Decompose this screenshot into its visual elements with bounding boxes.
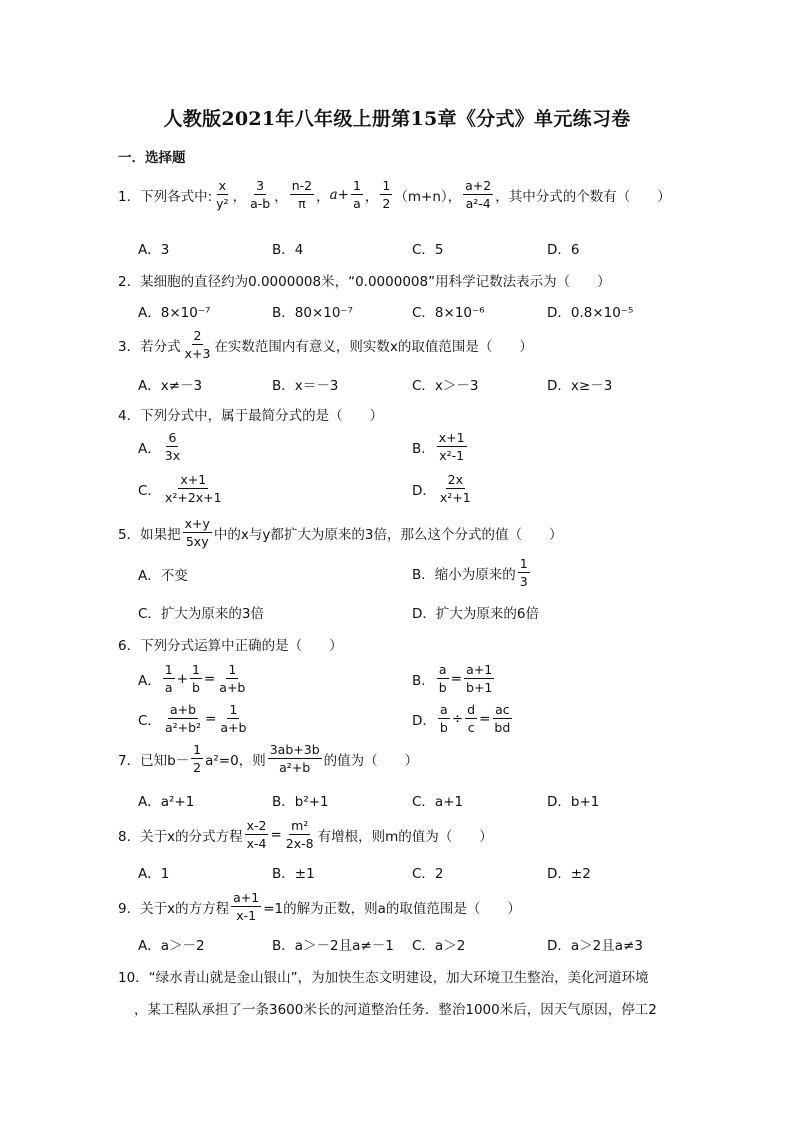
q2-option-d[interactable]: D．0.8×10⁻⁵	[547, 305, 634, 321]
q8-fraction-2: $\frac{\text{m²}}{2x-8}$	[285, 818, 314, 851]
q1-fraction-6: $\frac{a+2}{\text{a²-4}}$	[465, 178, 492, 211]
q1-term: a+	[329, 186, 349, 203]
question-2: 2．某细胞的直径约为0.0000008米，“0.0000008”用科学记数法表示为（ ）	[118, 274, 611, 290]
q5-b-fraction: $\frac{1}{3}$	[519, 556, 528, 589]
q1-number: 1．	[118, 188, 141, 205]
q9-fraction: $\frac{a+1}{x-1}$	[233, 890, 260, 923]
q1-option-a[interactable]: A．3	[138, 242, 170, 258]
q9-prefix: 9．关于x的方方程	[118, 900, 230, 917]
q5-prefix: 5．如果把	[118, 526, 181, 543]
q8-fraction-1: $\frac{x-2}{x-4}$	[246, 818, 267, 851]
q5-suffix: 中的x与y都扩大为原来的3倍，那么这个分式的值（ ）	[213, 526, 563, 543]
q7-suffix: 的值为（ ）	[323, 752, 419, 769]
q6-b-frac-2: $\frac{a+1}{b+1}$	[466, 662, 493, 695]
q6-option-a[interactable]: A． $\frac{1}{a}$ + $\frac{1}{b}$ = $\frac{1}{a+b}$	[138, 662, 246, 695]
q6-a-frac-1: $\frac{1}{a}$	[164, 662, 173, 695]
question-5	[118, 516, 562, 549]
q6-d-frac-3: $\frac{ac}{bd}$	[494, 702, 511, 735]
question-10-line-2: ，某工程队承担了一条3600米长的河道整治任务．整治1000米后，因天气原因，停工2	[134, 1002, 657, 1018]
q7-fraction-2: $\frac{3ab+3b}{\text{a²+b}}$	[269, 742, 320, 775]
q6-b-frac-1: $\frac{a}{b}$	[438, 662, 447, 695]
page-title: 人教版2021年八年级上册第15章《分式》单元练习卷	[163, 108, 631, 130]
q2-option-c[interactable]: C．8×10⁻⁶	[412, 305, 485, 321]
question-8: 8．关于x的分式方程 $\frac{x-2}{x-4}$ = $\frac{\text{m²}}{2x-8}$ 有增根，则m的值为（ ）	[118, 818, 493, 851]
q8-suffix: 有增根，则m的值为（ ）	[317, 828, 493, 845]
q7-option-a[interactable]: A．a²+1	[138, 794, 195, 810]
q9-option-c[interactable]: C．a＞2	[412, 938, 466, 954]
q6-c-frac-1: $\frac{a+b}{\text{a²+b²}}$	[164, 702, 202, 735]
q6-a-frac-3: $\frac{1}{a+b}$	[219, 662, 246, 695]
q8-option-a[interactable]: A．1	[138, 866, 170, 882]
q8-option-c[interactable]: C．2	[412, 866, 444, 882]
question-3	[118, 328, 533, 361]
q4-option-d[interactable]: D． $\frac{2x}{\text{x²+1}}$	[412, 472, 471, 505]
q4-d-fraction: $\frac{2x}{\text{x²+1}}$	[439, 472, 471, 505]
q9-option-a[interactable]: A．a＞－2	[138, 938, 205, 954]
q6-c-frac-2: $\frac{1}{a+b}$	[220, 702, 247, 735]
question-6: 6．下列分式运算中正确的是（ ）	[118, 638, 343, 654]
q6-a-frac-2: $\frac{1}{b}$	[192, 662, 200, 695]
q3-suffix: 在实数范围内有意义，则实数x的取值范围是（ ）	[214, 338, 533, 355]
q6-d-frac-1: $\frac{a}{b}$	[439, 702, 448, 735]
q1-fraction-3: $\frac{n-2}{\pi}$	[291, 178, 313, 211]
q1-suffix: ，其中分式的个数有（ ）	[495, 188, 671, 205]
q1-option-b[interactable]: B．4	[272, 242, 304, 258]
q3-option-d[interactable]: D．x≥－3	[547, 378, 613, 394]
q2-option-a[interactable]: A．8×10⁻⁷	[138, 305, 211, 321]
q8-option-d[interactable]: D．±2	[547, 866, 591, 882]
q3-option-a[interactable]: A．x≠－3	[138, 378, 203, 394]
q4-option-c[interactable]: C． $\frac{x+1}{\text{x²+2x+1}}$	[138, 472, 222, 505]
section-heading: 一．选择题	[118, 150, 186, 166]
q5-option-c[interactable]: C．扩大为原来的3倍	[138, 606, 265, 622]
q7-option-c[interactable]: C．a+1	[412, 794, 464, 810]
q1-term-2: （m+n），	[394, 188, 462, 205]
q5-option-d[interactable]: D．扩大为原来的6倍	[412, 606, 539, 622]
q1-option-c[interactable]: C．5	[412, 242, 444, 258]
q7-fraction-1: $\frac{1}{2}$	[193, 742, 202, 775]
q4-c-fraction: $\frac{x+1}{\text{x²+2x+1}}$	[164, 472, 222, 505]
q5-option-b[interactable]: B．缩小为原来的 $\frac{1}{3}$	[412, 556, 528, 589]
q5-option-a[interactable]: A．不变	[138, 568, 188, 584]
q4-b-fraction: $\frac{x+1}{\text{x²-1}}$	[438, 430, 465, 463]
q6-option-c[interactable]: C． $\frac{a+b}{\text{a²+b²}}$ = $\frac{1}{a+b}$	[138, 702, 247, 735]
question-4: 4．下列分式中，属于最简分式的是（ ）	[118, 408, 384, 424]
q4-option-b[interactable]: B． $\frac{x+1}{\text{x²-1}}$	[412, 430, 465, 463]
q3-option-c[interactable]: C．x＞－3	[412, 378, 479, 394]
q4-option-a[interactable]: A． $\frac{6}{3x}$	[138, 430, 181, 463]
q1-fraction-2: $\frac{3}{a-b}$	[250, 178, 271, 211]
q1-prefix: 下列各式中:	[140, 188, 213, 205]
q6-d-frac-2: $\frac{d}{c}$	[467, 702, 476, 735]
question-1: 1． 下列各式中: $\frac{x}{\text{y²}}$ ， $\frac{3}{a-b}$ ， $\frac{n-2}{\pi}$ ， a+ $\frac{1}{a}$ ， $\frac{1}{2}$ （m+n）， $\frac{a+2}{\text{a²-4}}$ ，其中分式的个数有（ ）	[118, 178, 671, 211]
q9-option-d[interactable]: D．a＞2且a≠3	[547, 938, 643, 954]
question-9	[118, 890, 521, 923]
q3-option-b[interactable]: B．x＝－3	[272, 378, 339, 394]
q7-option-d[interactable]: D．b+1	[547, 794, 600, 810]
q3-fraction: $\frac{2}{x+3}$	[184, 328, 211, 361]
q2-option-b[interactable]: B．80×10⁻⁷	[272, 305, 353, 321]
q1-fraction-1: $\frac{x}{\text{y²}}$	[216, 178, 229, 211]
q9-option-b[interactable]: B．a＞－2且a≠－1	[272, 938, 394, 954]
q8-prefix: 8．关于x的分式方程	[118, 828, 243, 845]
q7-middle: a²=0，则	[205, 752, 266, 769]
q7-option-b[interactable]: B．b²+1	[272, 794, 329, 810]
q4-a-fraction: $\frac{6}{3x}$	[164, 430, 181, 463]
q3-prefix: 3．若分式	[118, 338, 181, 355]
q5-fraction: $\frac{x+y}{5xy}$	[184, 516, 210, 549]
q8-option-b[interactable]: B．±1	[272, 866, 315, 882]
q9-suffix: =1的解为正数，则a的取值范围是（ ）	[263, 900, 521, 917]
q7-prefix: 7．已知b－	[118, 752, 190, 769]
q6-option-d[interactable]: D． $\frac{a}{b}$ ÷ $\frac{d}{c}$ = $\frac{ac}{bd}$	[412, 702, 511, 735]
q1-option-d[interactable]: D．6	[547, 242, 580, 258]
q6-option-b[interactable]: B． $\frac{a}{b}$ = $\frac{a+1}{b+1}$	[412, 662, 493, 695]
q1-fraction-4: $\frac{1}{a}$	[352, 178, 361, 211]
q1-fraction-5: $\frac{1}{2}$	[382, 178, 391, 211]
question-7	[118, 742, 418, 775]
question-10-line-1: 10．“绿水青山就是金山银山”，为加快生态文明建设，加大环境卫生整治，美化河道环境	[118, 970, 649, 986]
